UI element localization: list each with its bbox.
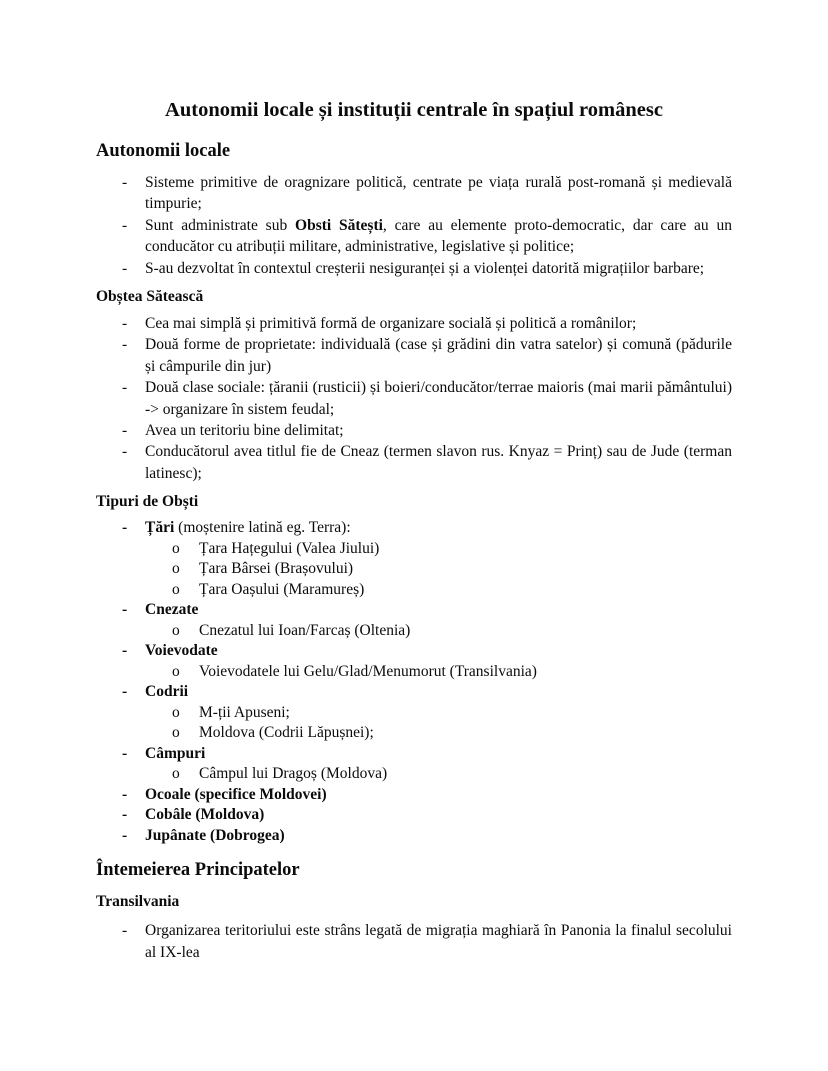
bullet-item-tari: [96, 518, 732, 539]
bullet-text: Conducătorul avea titlul fie de Cneaz (termen slavon rus. Knyaz = Prinț) sau de Jude (terman latinesc);: [145, 443, 732, 482]
bullet-text: [145, 518, 732, 539]
heading-obstea-sateasca: Obștea Sătească: [96, 288, 204, 306]
bullet-text: Voievodate: [145, 642, 218, 660]
bullet-item-codrii: [96, 682, 732, 703]
circle-marker: o: [172, 724, 180, 742]
sub-bullet-item: [96, 723, 732, 744]
dash-marker: -: [122, 379, 128, 397]
dash-marker: -: [122, 806, 128, 824]
bullet-text: Cobâle (Moldova): [145, 806, 265, 824]
sub-bullet-item: [96, 559, 732, 580]
bullet-item: [96, 377, 732, 420]
bullet-text: Cnezate: [145, 601, 199, 619]
dash-marker: -: [122, 336, 128, 354]
circle-marker: o: [172, 580, 180, 598]
bullet-text: Ocoale (specifice Moldovei): [145, 785, 327, 803]
dash-marker: -: [122, 315, 128, 333]
sub-bullet-item: [96, 539, 732, 560]
sub-bullet-text: Țara Bârsei (Brașovului): [199, 560, 354, 578]
bullet-item-cnezate: [96, 600, 732, 621]
sub-bullet-text: Voievodatele lui Gelu/Glad/Menumorut (Transilvania): [199, 662, 537, 680]
circle-marker: o: [172, 621, 180, 639]
bullet-text-bold-run: Obsti Sătești: [295, 216, 383, 234]
sub-bullet-item: [96, 621, 732, 642]
sub-bullet-text: Țara Hațegului (Valea Jiului): [199, 539, 380, 557]
dash-marker: -: [122, 174, 128, 191]
circle-marker: o: [172, 765, 180, 783]
document-title: Autonomii locale și instituții centrale în spațiul românesc: [165, 99, 663, 121]
obstea-sateasca-list: [96, 313, 732, 484]
bullet-item: [96, 172, 732, 215]
tipuri-de-obsti-list: [96, 518, 732, 846]
heading-autonomii-locale: Autonomii locale: [96, 141, 231, 161]
sub-bullet-item: [96, 764, 732, 785]
bullet-item-campuri: [96, 744, 732, 765]
sub-bullet-item: [96, 580, 732, 601]
heading-tipuri-de-obsti: Tipuri de Obști: [96, 493, 199, 511]
dash-marker: -: [122, 922, 128, 940]
dash-marker: -: [122, 601, 128, 619]
sub-bullet-item: [96, 703, 732, 724]
bullet-text: S-au dezvoltat în contextul creșterii nesiguranței și a violenței datorită migrațiilor barbare;: [145, 259, 705, 277]
sub-bullet-text: Câmpul lui Dragoș (Moldova): [199, 765, 388, 783]
dash-marker: -: [122, 422, 128, 440]
bullet-item: [96, 313, 732, 334]
circle-marker: o: [172, 539, 180, 557]
bullet-text-run: , care au elemente proto-democratic, dar care au un conducător cu atribuții militare, administrative, legislative și politice;: [145, 216, 732, 256]
sub-bullet-text: Cnezatul lui Ioan/Farcaș (Oltenia): [199, 621, 411, 639]
sub-bullet-item: [96, 662, 732, 683]
bullet-item: [96, 441, 732, 484]
bullet-item-ocoale: [96, 785, 732, 806]
bullet-text: Avea un teritoriu bine delimitat;: [145, 422, 344, 440]
bullet-item: [96, 920, 732, 963]
dash-marker: -: [122, 519, 128, 537]
bullet-text: Jupânate (Dobrogea): [145, 826, 285, 844]
dash-marker: -: [122, 683, 128, 701]
dash-marker: -: [122, 785, 128, 803]
heading-intemeierea-principatelor: Întemeierea Principatelor: [96, 860, 300, 881]
circle-marker: o: [172, 560, 180, 578]
bullet-text: [145, 215, 732, 258]
bullet-text: Două forme de proprietate: individuală (case și grădini din vatra satelor) și comună (pădurile și câmpurile din jur): [145, 336, 732, 375]
bullet-item-cobale: [96, 805, 732, 826]
autonomii-locale-list: [96, 172, 732, 279]
heading-transilvania: Transilvania: [96, 893, 180, 911]
sub-bullet-text: Țara Oașului (Maramureș): [199, 580, 365, 598]
transilvania-list: [96, 920, 732, 963]
dash-marker: -: [122, 642, 128, 660]
circle-marker: o: [172, 662, 180, 680]
bullet-item: [96, 215, 732, 258]
bullet-text: Organizarea teritoriului este strâns legată de migrația maghiară în Panonia la finalul secolului al IX-lea: [145, 922, 732, 961]
sub-bullet-text: M-ții Apuseni;: [199, 703, 290, 721]
bullet-text: Cea mai simplă și primitivă formă de organizare socială și politică a românilor;: [145, 315, 637, 333]
bullet-text-bold-run: Țări: [145, 519, 175, 537]
sub-bullet-text: Moldova (Codrii Lăpușnei);: [199, 724, 374, 742]
bullet-item: [96, 334, 732, 377]
bullet-text: Câmpuri: [145, 744, 206, 762]
bullet-item: [96, 258, 732, 279]
dash-marker: -: [122, 826, 128, 844]
dash-marker: -: [122, 259, 128, 277]
bullet-text: Codrii: [145, 683, 189, 701]
bullet-text-run: (moștenire latină eg. Terra):: [174, 519, 351, 537]
bullet-text-run: Sunt administrate sub: [145, 216, 296, 234]
bullet-item: [96, 420, 732, 441]
bullet-item-jupanate: [96, 826, 732, 847]
bullet-item-voievodate: [96, 641, 732, 662]
dash-marker: -: [122, 744, 128, 762]
bullet-text: Sisteme primitive de oragnizare politică, centrate pe viața rurală post-romană și medievală timpurie;: [145, 174, 732, 213]
bullet-text: Două clase sociale: țăranii (rusticii) și boieri/conducător/terrae maioris (mai marii pământului) -> organizare în sistem feudal;: [145, 379, 732, 418]
dash-marker: -: [122, 216, 128, 234]
circle-marker: o: [172, 703, 180, 721]
dash-marker: -: [122, 443, 128, 461]
